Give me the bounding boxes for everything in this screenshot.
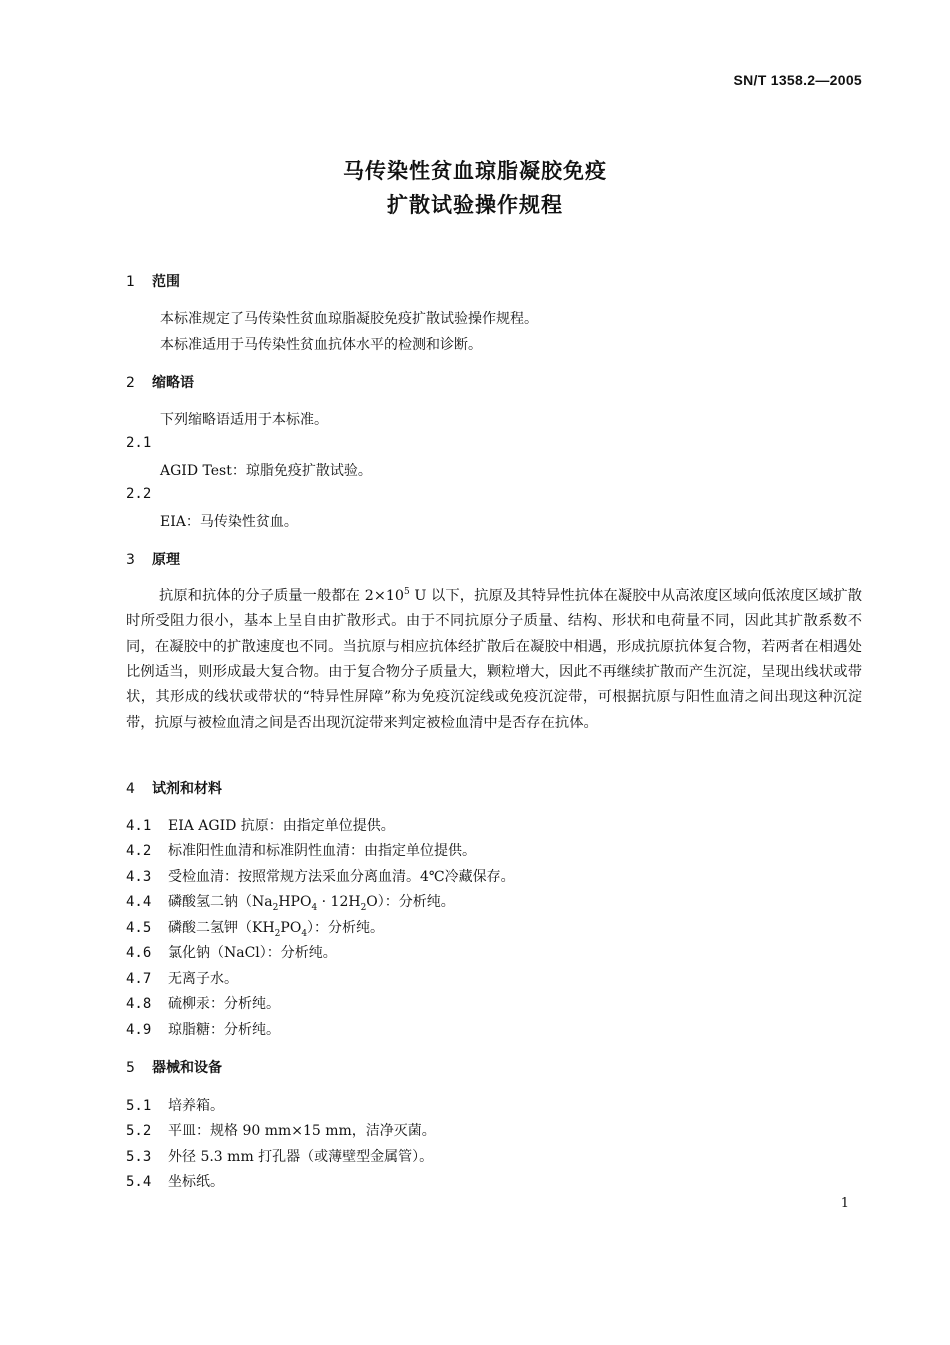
clause-number: 5.3 [126, 1149, 152, 1165]
clause-number: 2.2 [126, 486, 152, 502]
clause-number: 5.1 [126, 1098, 152, 1114]
clause-number: 4.1 [126, 818, 152, 834]
section-title: 范围 [152, 274, 180, 290]
item-text: ）：分析纯。 [307, 920, 385, 936]
section-1-paragraph: 本标准规定了马传染性贫血琼脂凝胶免疫扩散试验操作规程。 [160, 311, 538, 327]
item-text: 氯化钠（NaCl）：分析纯。 [168, 945, 337, 961]
clause-number: 4.2 [126, 843, 152, 859]
clause-number: 4.6 [126, 945, 152, 961]
document-title-line-1: 马传染性贫血琼脂凝胶免疫 [343, 159, 607, 183]
page-number: 1 [840, 1196, 849, 1211]
section-number: 5 [126, 1060, 135, 1076]
item-text: 平皿：规格 90 mm×15 mm，洁净灭菌。 [168, 1123, 436, 1139]
list-item [126, 1095, 224, 1115]
section-number: 4 [126, 781, 135, 797]
item-text: EIA AGID 抗原：由指定单位提供。 [168, 818, 395, 834]
list-item [126, 891, 455, 913]
section-2-intro: 下列缩略语适用于本标准。 [160, 412, 328, 428]
section-number: 3 [126, 552, 135, 568]
section-1-heading [126, 271, 180, 291]
exponent: 5 [404, 587, 410, 597]
list-item [126, 1019, 280, 1039]
item-text: 磷酸氢二钠（Na [168, 894, 273, 910]
subscript: 2 [272, 902, 279, 913]
list-item [126, 1120, 436, 1140]
item-text: PO [280, 920, 302, 936]
item-text: 培养箱。 [168, 1098, 224, 1114]
principle-text-part: 抗原和抗体的分子质量一般都在 2×10 [159, 587, 405, 604]
list-item [126, 917, 384, 939]
item-text: 受检血清：按照常规方法采血分离血清。4℃冷藏保存。 [168, 869, 515, 885]
clause-number: 4.7 [126, 971, 152, 987]
item-text: · 12H [317, 894, 361, 910]
item-text: 磷酸二氢钾（KH [168, 920, 275, 936]
section-3-heading [126, 549, 180, 569]
section-2-heading [126, 372, 194, 392]
subscript: 2 [360, 902, 367, 913]
subscript: 2 [274, 928, 281, 939]
section-title: 试剂和材料 [152, 781, 222, 797]
principle-paragraph [126, 580, 862, 736]
list-item [126, 993, 280, 1013]
clause-number: 5.2 [126, 1123, 152, 1139]
item-text: 琼脂糖：分析纯。 [168, 1022, 280, 1038]
item-text: 外径 5.3 mm 打孔器（或薄壁型金属管）。 [168, 1149, 434, 1165]
subscript: 4 [301, 928, 308, 939]
subscript: 4 [311, 902, 318, 913]
clause-number: 4.8 [126, 996, 152, 1012]
document-title-line-2: 扩散试验操作规程 [387, 193, 563, 217]
section-5-heading [126, 1057, 222, 1077]
section-title: 缩略语 [152, 375, 194, 391]
section-number: 2 [126, 375, 135, 391]
section-4-heading [126, 778, 222, 798]
standard-code: SN/T 1358.2—2005 [733, 72, 862, 88]
clause-number: 4.9 [126, 1022, 152, 1038]
abbreviation-definition: EIA：马传染性贫血。 [160, 514, 298, 530]
abbreviation-definition: AGID Test：琼脂免疫扩散试验。 [160, 463, 372, 479]
section-title: 原理 [152, 552, 180, 568]
item-text: 标准阳性血清和标准阴性血清：由指定单位提供。 [168, 843, 476, 859]
section-number: 1 [126, 274, 135, 290]
clause-number: 4.5 [126, 920, 152, 936]
clause-number: 4.4 [126, 894, 152, 910]
item-text: HPO [278, 894, 312, 910]
item-text: 无离子水。 [168, 971, 238, 987]
principle-text-part: U 以下，抗原及其特异性抗体在凝胶中从高浓度区域向低浓度区域扩散时所受阻力很小，基本上呈自由扩散形式。由于不同抗原分子质量、结构、形状和电荷量不同，因此其扩散系数不同，在凝胶中的扩散速度也不同。当抗原与相应抗体经扩散后在凝胶中相遇，形成抗原抗体复合物，若两者在相遇处比例适当，则形成最大复合物。由于复合物分子质量大，颗粒增大，因此不再继续扩散而产生沉淀，呈现出线状或带状，其形成的线状或带状的“特异性屏障”称为免疫沉淀线或免疫沉淀带，可根据抗原与阳性血清之间出现这种沉淀带，抗原与被检血清之间是否出现沉淀带来判定被检血清中是否存在抗体。 [126, 587, 862, 731]
section-title: 器械和设备 [152, 1060, 222, 1076]
list-item [126, 1146, 433, 1166]
list-item [126, 840, 476, 860]
section-1-paragraph: 本标准适用于马传染性贫血抗体水平的检测和诊断。 [160, 337, 482, 353]
clause-number: 5.4 [126, 1174, 152, 1190]
clause-number: 4.3 [126, 869, 152, 885]
list-item [126, 942, 337, 962]
list-item [126, 1171, 224, 1191]
item-text: 硫柳汞：分析纯。 [168, 996, 280, 1012]
list-item [126, 866, 515, 886]
list-item [126, 815, 395, 835]
item-text: O）：分析纯。 [366, 894, 455, 910]
list-item [126, 968, 238, 988]
item-text: 坐标纸。 [168, 1174, 224, 1190]
clause-number: 2.1 [126, 435, 152, 451]
